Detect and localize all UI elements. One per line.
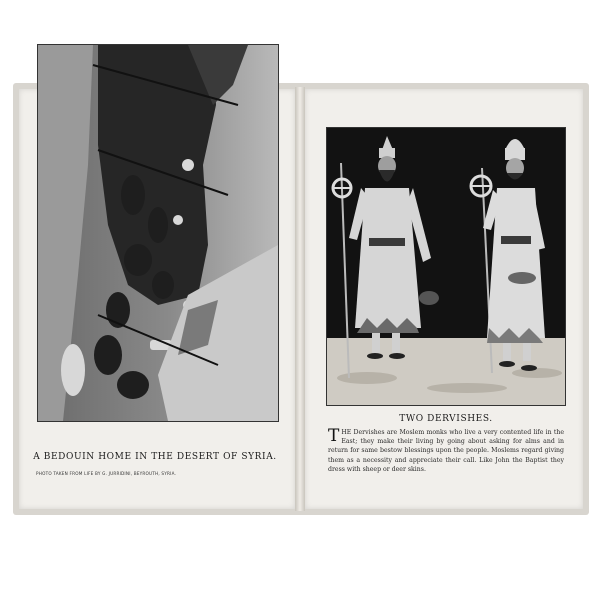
book-gutter <box>295 87 305 511</box>
photo-credit: PHOTO TAKEN FROM LIFE BY G. JURRIDINI, BEYROUTH, SYRIA. <box>36 471 177 476</box>
drop-cap: T <box>328 426 340 446</box>
article-body-text: HE Dervishes are Moslem monks who live a very contented life in the East; they make their living by going about asking for alms and in return for same bestow blessings upon the people. Moslems regard giving them as a necessity and appreciate their call. Like John the Baptist they dress with sheep or deer skins. <box>328 429 564 473</box>
photo-caption: A BEDOUIN HOME IN THE DESERT OF SYRIA. <box>33 452 277 462</box>
bedouin-home-photo <box>38 45 278 421</box>
two-dervishes-photo <box>327 128 565 405</box>
article-title: TWO DERVISHES. <box>399 414 493 424</box>
article-body <box>328 428 564 474</box>
